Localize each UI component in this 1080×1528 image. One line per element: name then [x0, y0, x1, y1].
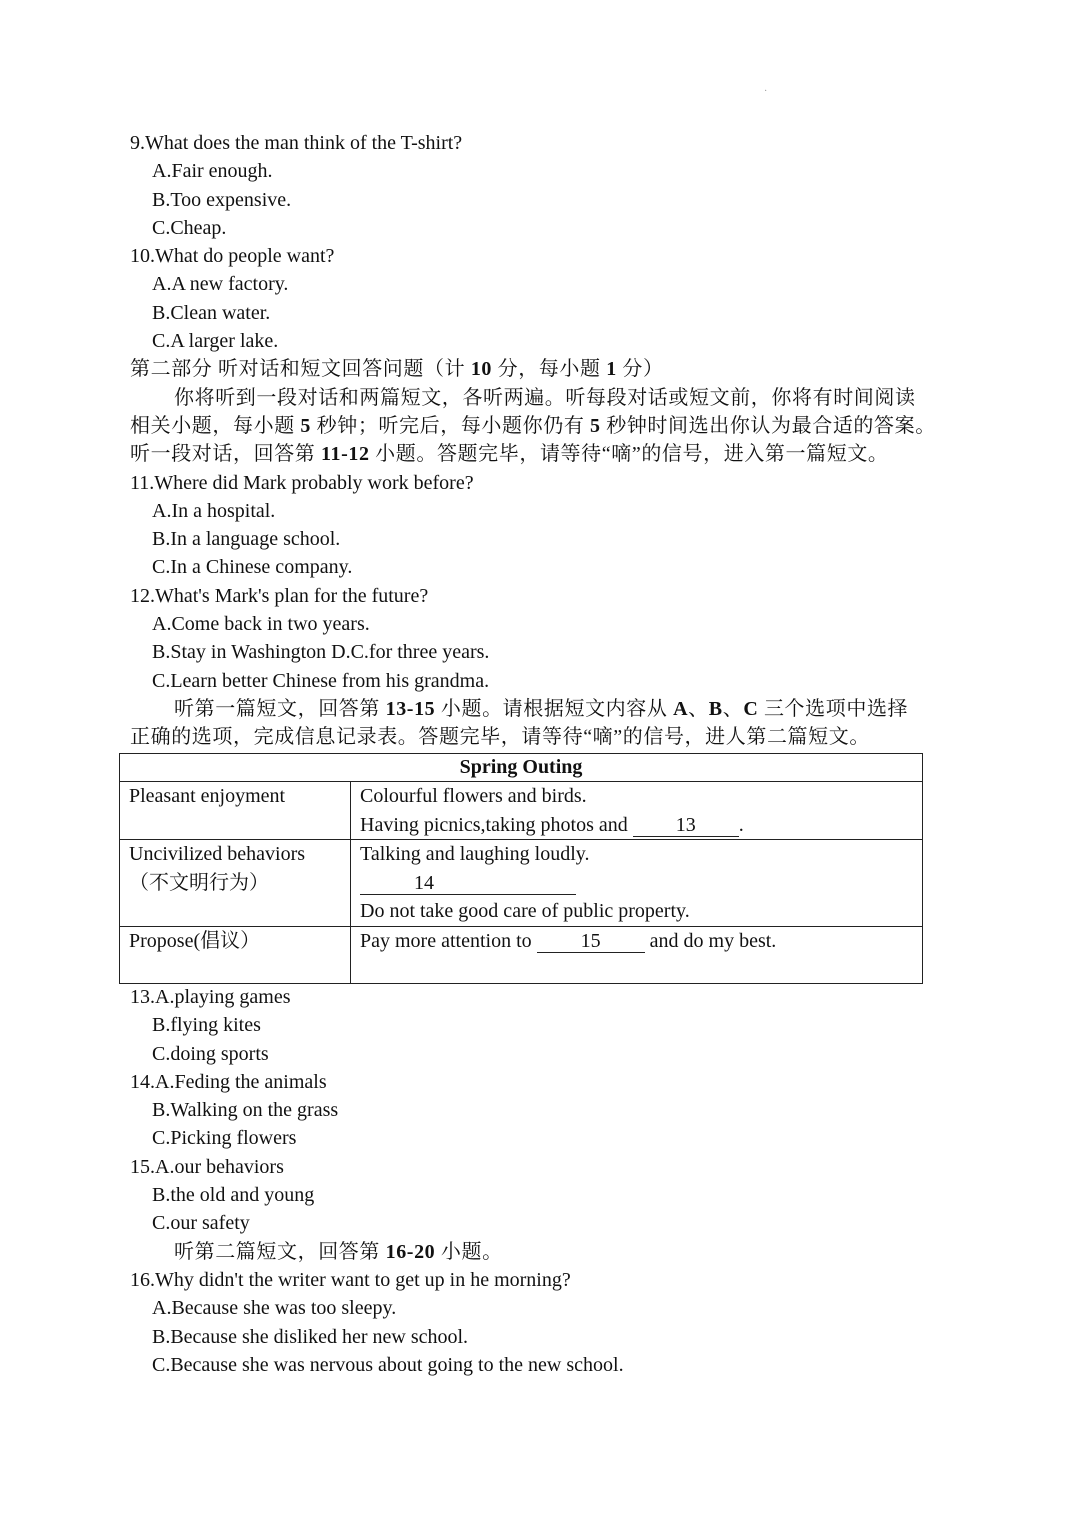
q9-option-c: C.Cheap.: [152, 216, 227, 239]
question-block-bottom: [130, 983, 960, 1379]
table-row-content: [351, 840, 923, 927]
q14-option-a: 14.A.Feding the animals: [130, 1070, 327, 1093]
q11-stem: 11.Where did Mark probably work before?: [130, 471, 474, 494]
passage1-instructions-line2: 正确的选项，完成信息记录表。答题完毕，请等待“嘀”的信号，进人第二篇短文。: [130, 726, 870, 749]
q10-option-c: C.A larger lake.: [152, 330, 279, 353]
q13-option-a: 13.A.playing games: [130, 986, 291, 1008]
part2-instructions-line2: 相关小题，每小题 5 秒钟；听完后，每小题你仍有 5 秒钟时间选出你认为最合适的答案。: [130, 414, 936, 437]
q11-option-b: B.In a language school.: [152, 528, 341, 551]
question-block-top: [130, 129, 960, 752]
q16-option-a: A.Because she was too sleepy.: [152, 1297, 397, 1320]
corner-mark: ·: [764, 86, 768, 97]
table-row: [120, 782, 923, 840]
part2-instructions-line1: 你将听到一段对话和两篇短文，各听两遍。听每段对话或短文前，你将有时间阅读: [174, 386, 916, 409]
q15-option-a: 15.A.our behaviors: [130, 1155, 284, 1178]
answer-blank-15[interactable]: 15: [537, 930, 645, 953]
table-row: [120, 926, 923, 983]
q12-stem: 12.What's Mark's plan for the future?: [130, 584, 429, 607]
part2-heading: 第二部分 听对话和短文回答问题（计 10 分，每小题 1 分）: [130, 358, 664, 381]
table-row-content: [351, 782, 923, 840]
q11-option-c: C.In a Chinese company.: [152, 556, 353, 579]
table-row-label: Pleasant enjoyment: [120, 782, 351, 840]
table-row-content: [351, 926, 923, 983]
q14-option-c: C.Picking flowers: [152, 1127, 297, 1150]
q16-option-c: C.Because she was nervous about going to the new school.: [152, 1353, 624, 1376]
part2-instructions-line3: 听一段对话，回答第 11-12 小题。答题完毕，请等待“嘀”的信号，进入第一篇短文。: [130, 443, 889, 466]
answer-blank-14[interactable]: 14: [360, 872, 576, 895]
q15-option-c: C.our safety: [152, 1212, 250, 1235]
q12-option-a: A.Come back in two years.: [152, 613, 370, 636]
q10-option-b: B.Clean water.: [152, 301, 271, 324]
passage2-instructions: 听第二篇短文，回答第 16-20 小题。: [174, 1240, 503, 1263]
table-row: [120, 754, 923, 782]
q11-option-a: A.In a hospital.: [152, 499, 276, 522]
table-row-label: Propose(倡议）: [120, 926, 351, 983]
spring-outing-table: [119, 753, 923, 984]
q16-stem: 16.Why didn't the writer want to get up in he morning?: [130, 1268, 571, 1291]
answer-blank-13[interactable]: 13: [633, 814, 739, 837]
table-cell-line: [360, 869, 913, 898]
q10-option-a: A.A new factory.: [152, 273, 289, 296]
table-cell-line: Having picnics,taking photos and 13 .: [360, 813, 744, 836]
q9-stem: 9.What does the man think of the T-shirt?: [130, 132, 463, 154]
passage1-instructions-line1: 听第一篇短文，回答第 13-15 小题。请根据短文内容从 A、B、C 三个选项中选择: [174, 697, 909, 720]
table-cell-line: Talking and laughing loudly.: [360, 843, 590, 865]
table-cell-line: Pay more attention to 15 and do my best.: [360, 929, 777, 952]
q10-stem: 10.What do people want?: [130, 245, 335, 268]
table-cell-line: Colourful flowers and birds.: [360, 785, 587, 807]
q12-option-b: B.Stay in Washington D.C.for three years.: [152, 641, 490, 664]
q9-option-a: A.Fair enough.: [152, 160, 273, 183]
table-title: Spring Outing: [120, 754, 923, 782]
q9-option-b: B.Too expensive.: [152, 188, 292, 211]
q15-option-b: B.the old and young: [152, 1184, 315, 1207]
q13-option-c: C.doing sports: [152, 1042, 269, 1065]
table-row-label: Uncivilized behaviors （不文明行为）: [120, 840, 351, 927]
table-cell-line: Do not take good care of public property.: [360, 900, 690, 922]
q14-option-b: B.Walking on the grass: [152, 1099, 339, 1122]
q12-option-c: C.Learn better Chinese from his grandma.: [152, 669, 490, 692]
q13-option-b: B.flying kites: [152, 1014, 261, 1037]
q16-option-b: B.Because she disliked her new school.: [152, 1325, 469, 1348]
table-row: [120, 840, 923, 927]
